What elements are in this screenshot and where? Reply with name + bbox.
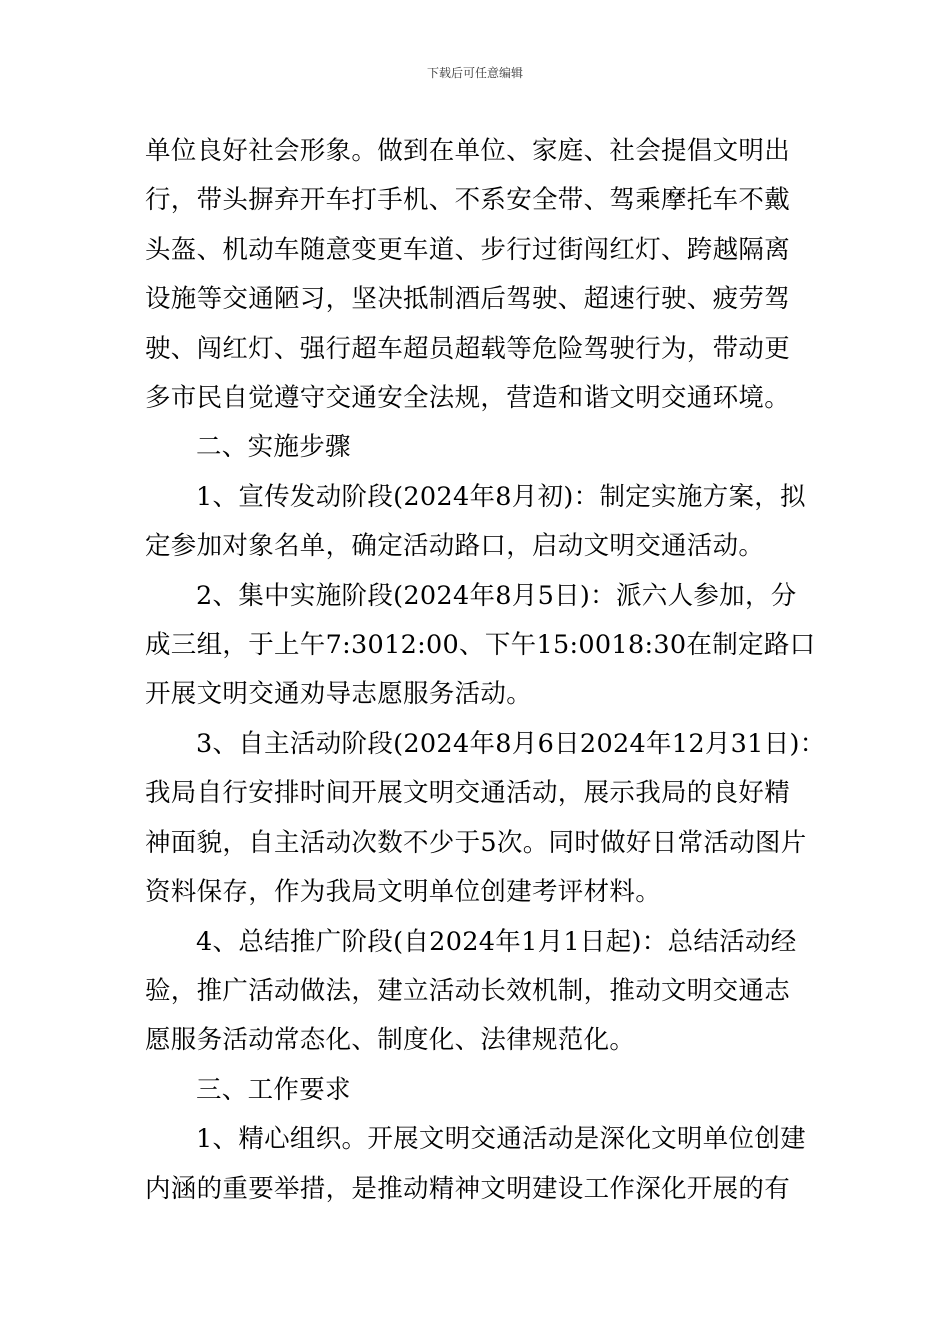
text-line: 1、精心组织。开展文明交通活动是深化文明单位创建	[196, 1124, 806, 1155]
text-line: 验，推广活动做法，建立活动长效机制，推动文明交通志	[145, 975, 791, 1006]
text-line: 头盔、机动车随意变更车道、步行过街闯红灯、跨越隔离	[145, 234, 791, 265]
text-line: 资料保存，作为我局文明单位创建考评材料。	[145, 877, 662, 908]
text-line: 愿服务活动常态化、制度化、法律规范化。	[145, 1025, 636, 1056]
document-body	[145, 127, 826, 1214]
text-line: 二、实施步骤	[196, 432, 351, 463]
text-line: 神面貌，自主活动次数不少于5次。同时做好日常活动图片	[145, 827, 807, 858]
text-line: 开展文明交通劝导志愿服务活动。	[145, 679, 533, 710]
text-line: 内涵的重要举措，是推动精神文明建设工作深化开展的有	[145, 1173, 791, 1204]
text-line: 1、宣传发动阶段(2024年8月初)：制定实施方案，拟	[196, 481, 806, 512]
text-line: 多市民自觉遵守交通安全法规，营造和谐文明交通环境。	[145, 383, 791, 414]
text-line: 4、总结推广阶段(自2024年1月1日起)：总结活动经	[196, 926, 797, 957]
text-line: 单位良好社会形象。做到在单位、家庭、社会提倡文明出	[145, 136, 791, 166]
text-line: 3、自主活动阶段(2024年8月6日2024年12月31日)：	[196, 728, 826, 759]
text-line: 设施等交通陋习，坚决抵制酒后驾驶、超速行驶、疲劳驾	[145, 284, 791, 315]
text-line: 2、集中实施阶段(2024年8月5日)：派六人参加，分	[196, 580, 797, 611]
text-line: 三、工作要求	[196, 1074, 351, 1105]
text-line: 我局自行安排时间开展文明交通活动，展示我局的良好精	[145, 778, 791, 809]
page-header: 下载后可任意编辑	[426, 66, 523, 80]
text-line: 定参加对象名单，确定活动路口，启动文明交通活动。	[145, 531, 765, 562]
text-line: 成三组，于上午7:3012:00、下午15:0018:30在制定路口	[145, 630, 816, 661]
text-line: 行，带头摒弃开车打手机、不系安全带、驾乘摩托车不戴	[145, 185, 791, 216]
text-line: 驶、闯红灯、强行超车超员超载等危险驾驶行为，带动更	[145, 333, 791, 364]
